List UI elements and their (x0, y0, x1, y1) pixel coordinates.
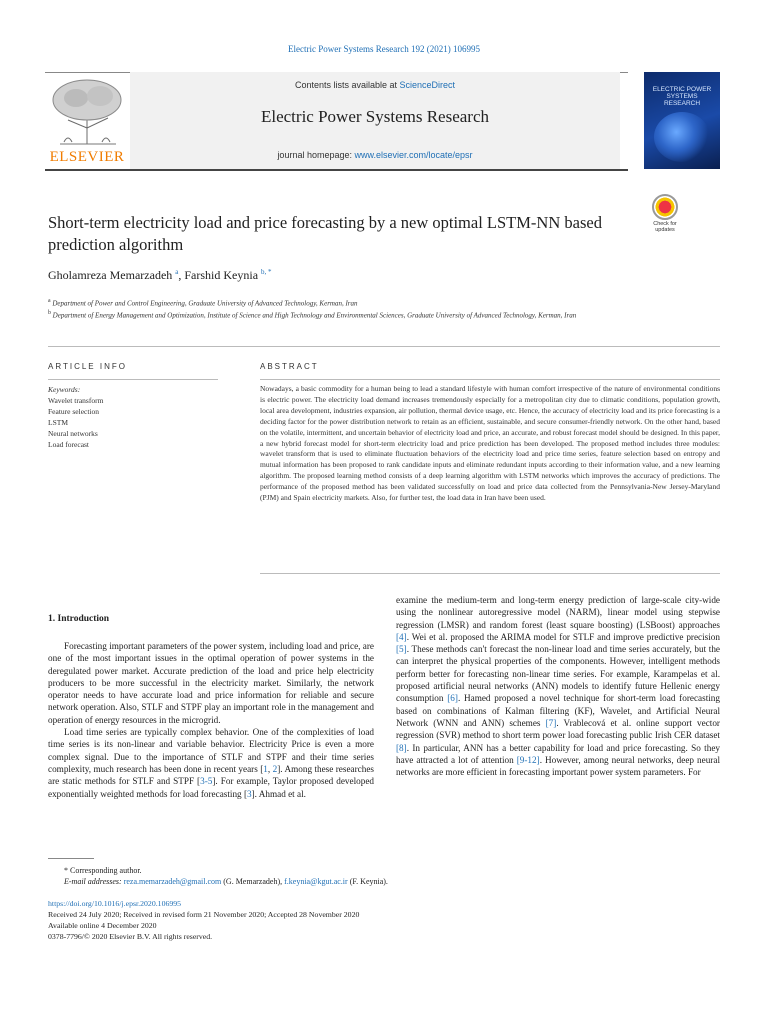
affiliation-text: Department of Energy Management and Optimization, Institute of Science and High Technology and Environmental Sciences, Graduate University of Advanced Technology, Kerman, Iran (52, 311, 577, 320)
citation-link[interactable]: [8] (396, 742, 407, 753)
footnotes (48, 865, 720, 887)
citation-link[interactable]: 3-5 (200, 776, 213, 787)
journal-name[interactable]: Electric Power Systems Research (260, 107, 489, 126)
available-online: Available online 4 December 2020 (48, 921, 157, 930)
sciencedirect-link[interactable]: ScienceDirect (399, 80, 456, 90)
citation-link[interactable]: [5] (396, 644, 407, 655)
citation-link[interactable]: [6] (447, 693, 458, 704)
text-run: Load time series are typically complex behavior. One of the complexities of load time series is its non-linear and variable behavior. Electricity Price is even a more complex signal. Due to the importance of STLF and STPF and their time series complexity, much research has been done in recent years [ (48, 727, 374, 774)
footnote-rule (48, 858, 94, 859)
citation-link[interactable]: 3 (247, 788, 252, 799)
text-run: . Wei et al. proposed the ARIMA model for STLF and improve predictive precision (406, 631, 720, 642)
text-run: . Vrablecová et al. online support vector regression (SVR) method to short term power load forecasting public Irish CER dataset (396, 717, 720, 741)
elsevier-logo[interactable] (46, 76, 128, 166)
affiliation-sup: a (48, 298, 51, 304)
section-divider (48, 346, 720, 347)
article-info-underline (48, 379, 218, 380)
journal-homepage-link[interactable]: www.elsevier.com/locate/epsr (354, 150, 473, 160)
affiliation-sup: b (48, 310, 51, 317)
citation-link[interactable]: [7] (545, 717, 557, 728)
homepage-prefix: journal homepage: (277, 150, 355, 160)
citation-link[interactable]: 2 (272, 763, 278, 774)
author-name[interactable]: Farshid Keynia (184, 268, 259, 282)
email-owner: (G. Memarzadeh), (221, 877, 285, 886)
elsevier-wordmark: ELSEVIER (49, 149, 125, 165)
journal-cover-thumbnail[interactable] (644, 72, 720, 169)
keyword-item: Load forecast (48, 440, 90, 449)
corresponding-author-note: * Corresponding author. (64, 866, 142, 875)
keyword-item: Feature selection (48, 407, 100, 416)
citation-link[interactable]: [4] (396, 631, 407, 642)
text-run: ]. Ahmad et al. (251, 788, 306, 799)
affiliation-marker[interactable]: b, * (261, 268, 272, 276)
doi-link[interactable]: https://doi.org/10.1016/j.epsr.2020.106995 (48, 899, 182, 908)
introduction-heading: 1. Introduction (48, 614, 110, 624)
keywords-list (48, 384, 218, 450)
text-run: , (267, 763, 273, 774)
article-info-heading: ARTICLE INFO (48, 362, 127, 371)
abstract-bottom-rule (260, 573, 720, 574)
check-updates-icon (652, 194, 678, 220)
text-run: . In particular, ANN has a better capability for load and price forecasting. So they have attracted a lot of attention (396, 742, 720, 765)
masthead-bottom-rule (45, 169, 628, 171)
keyword-item: Wavelet transform (48, 396, 104, 405)
cover-graphic (654, 112, 710, 162)
article-title: Short-term electricity load and price forecasting by a new optimal LSTM-NN based prediction algorithm (48, 213, 602, 254)
keyword-item: Neural networks (48, 429, 98, 438)
abstract-body: Nowadays, a basic commodity for a human being to lead a standard lifestyle with human comfort irrespective of the nature of environmental conditions is electric power. The electricity load demand increases tremendously especially for a metropolitan city due to climatic conditions, population growth, local area development, industries expansion, air pollution, thermal device usage, etc. Hence, the accuracy of electricity load and its price forecasting is a deciding factor for the power distribution network to retain as an efficient, sustainable, and secure consumer-friendly network. On the other hand, based on the volatile, intermittent, and uncertain behavior of electricity load and price, an accurate, and robust forecast model should be designed. In this paper, a new hybrid forecast model for short-term electricity load and price prediction has been developed. The proposed method includes three modules: wavelet transform that is used to eliminate fluctuation behaviors of the electricity load and price time series, feature selection based on entropy and mutual information has been proposed to rank candidate inputs and eliminate redundant inputs according to their information value, and a new learning algorithm. The proposed learning method consists of a deep learning algorithm with LSTM networks which improves the accuracy of predictions. The performance of the proposed method has been validated successfully on load and price data collected from the Pennsylvania-New Jersey-Maryland (PJM) and Spain electricity markets. Also, for further test, the load data in Iran have been used. (260, 384, 720, 503)
text-run: . Hamed proposed a novel technique for short-term load forecasting based on combinations of Kalman filtering (KF), Wavelet, and Artificial Neural Network (WNN and ANN) schemes (396, 693, 720, 728)
contents-line (130, 80, 620, 90)
elsevier-tree-icon (46, 76, 128, 146)
journal-citation[interactable]: Electric Power Systems Research 192 (2021) 106995 (288, 44, 480, 54)
text-run: ]. Among these researches are static methods for STLF and STPF [ (48, 763, 374, 787)
email-link[interactable]: reza.memarzadeh@gmail.com (123, 877, 222, 886)
paragraph: Forecasting important parameters of the power system, including load and price, are one of the most important issues in the optimal operation of power systems in the deregulated power market. Accurate prediction of the load and price help electricity producers to be more successful in the electricity market. Similarly, the network operator needs to have accurate load and price information for reliable and secure network operation. Also, STLF and STPF play an important role in the management and operation of energy resources in the microgrid. (48, 641, 374, 725)
email-label: E-mail addresses: (64, 877, 124, 886)
text-run: ]. For example, Taylor proposed developed exponentially weighted methods for load forecasting [ (48, 776, 374, 799)
cover-title: ELECTRIC POWER SYSTEMS RESEARCH (652, 86, 712, 107)
citation-link[interactable]: 1 (263, 763, 268, 774)
citation-link[interactable]: [9-12] (516, 754, 540, 765)
contents-prefix: Contents lists available at (294, 80, 400, 90)
text-run: . However, among neural networks, deep neural networks are more efficient in forecasting important power system parameters. For (396, 754, 720, 778)
affiliation-text: Department of Power and Control Engineering, Graduate University of Advanced Technology, Kerman, Iran (52, 299, 358, 308)
publication-info (48, 898, 720, 942)
body-column-right (396, 594, 720, 778)
text-run: examine the medium-term and long-term energy prediction of large-scale city-wide using the nonlinear autoregressive model (NARM), linear model using stepwise regression (LMSR) and random forest (least square boosting) (LSBoost) approaches (396, 595, 720, 630)
abstract-heading: ABSTRACT (260, 362, 319, 371)
text-run: . These methods can't forecast the non-linear load and time series accurately, but the can interpret the physical properties of the components. However, intelligent methods perform better for forecasting non-linear time series. For example, Karampelas et al. proposed artificial neural networks (ANN) models to identify future Hellenic energy consumption (396, 644, 720, 704)
affiliation-marker[interactable]: a (175, 268, 179, 276)
paragraph (48, 726, 374, 800)
abstract-underline (260, 379, 720, 380)
affiliations (48, 296, 628, 321)
copyright: 0378-7796/© 2020 Elsevier B.V. All rights reserved. (48, 932, 213, 941)
email-owner: (F. Keynia). (347, 877, 388, 886)
received-dates: Received 24 July 2020; Received in revised form 21 November 2020; Accepted 28 November 2020 (48, 910, 360, 919)
paragraph (396, 594, 720, 778)
keywords-label: Keywords: (48, 385, 81, 394)
body-column-left (48, 640, 374, 800)
author-name[interactable]: Gholamreza Memarzadeh (48, 268, 173, 282)
email-link[interactable]: f.keynia@kgut.ac.ir (284, 877, 348, 886)
affiliation-item (48, 296, 628, 308)
keyword-item: LSTM (48, 418, 69, 427)
affiliation-item (48, 308, 628, 320)
journal-masthead (130, 72, 620, 169)
author-list: Gholamreza Memarzadeh $^a$, Farshid Keynia $^{b, *}$ (48, 268, 272, 282)
email-addresses (48, 876, 720, 887)
homepage-line (130, 150, 620, 160)
check-updates-label: Check for updates (653, 221, 677, 233)
check-for-updates-button[interactable] (646, 194, 684, 232)
